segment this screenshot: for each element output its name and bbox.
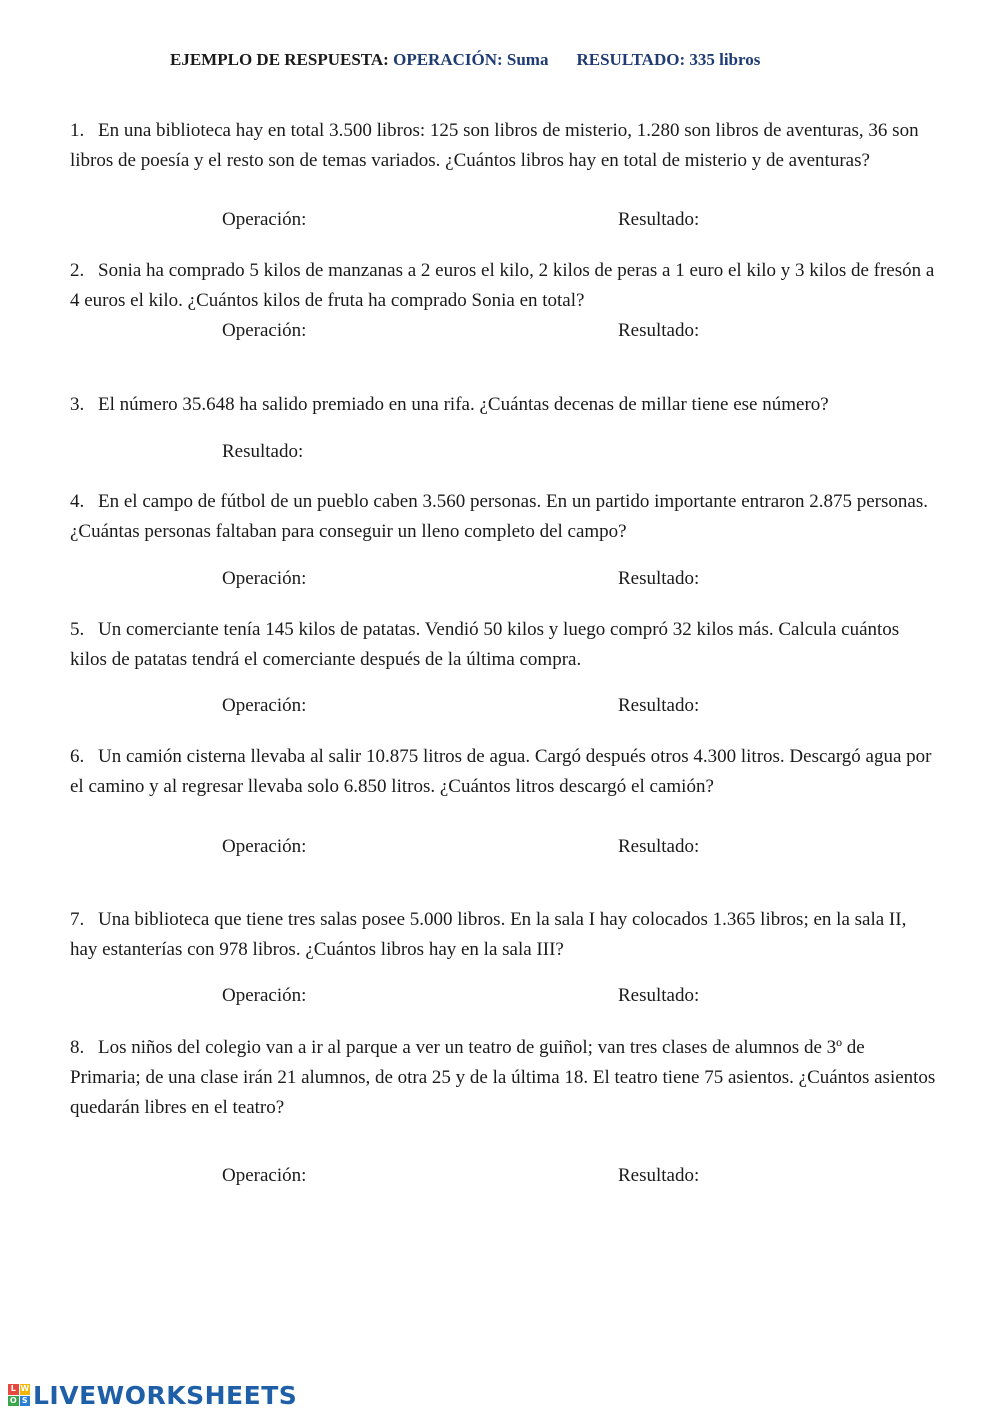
problem-text: Una biblioteca que tiene tres salas posee 5.000 libros. En la sala I hay colocados 1.365 libros; en la sala II, hay estanterías con 978 libros. ¿Cuántos libros hay en la sala III?	[70, 909, 907, 960]
problem-8	[70, 1033, 938, 1123]
problem-number: 4.	[70, 491, 85, 512]
result-label-4: Resultado:	[618, 568, 700, 589]
logo-cell: L	[8, 1384, 19, 1395]
logo-cell: S	[20, 1396, 31, 1407]
operation-label-8: Operación:	[222, 1165, 307, 1186]
problem-number: 5.	[70, 619, 85, 640]
result-label-7: Resultado:	[618, 985, 700, 1006]
problem-number: 3.	[70, 394, 85, 415]
operation-label-2: Operación:	[222, 320, 307, 341]
result-label-5: Resultado:	[618, 695, 700, 716]
problem-number: 1.	[70, 120, 85, 141]
problem-1	[70, 116, 938, 176]
problem-text: En una biblioteca hay en total 3.500 libros: 125 son libros de misterio, 1.280 son libros de aventuras, 36 son libros de poesía y el resto son de temas variados. ¿Cuántos libros hay en total de misterio y de aventuras?	[70, 120, 919, 171]
result-label-3: Resultado:	[222, 441, 304, 462]
logo-cell: O	[9, 1395, 17, 1405]
header-prefix: EJEMPLO DE RESPUESTA	[170, 50, 384, 69]
result-label-1: Resultado:	[618, 209, 700, 230]
operation-label-5: Operación:	[222, 695, 307, 716]
example-answer-header	[170, 50, 760, 70]
problem-text: El número 35.648 ha salido premiado en una rifa. ¿Cuántas decenas de millar tiene ese número?	[98, 394, 829, 415]
header-result: RESULTADO: 335 libros	[576, 50, 761, 69]
problem-7	[70, 905, 938, 965]
operation-label-7: Operación:	[222, 985, 307, 1006]
problem-text: Sonia ha comprado 5 kilos de manzanas a 2 euros el kilo, 2 kilos de peras a 1 euro el kilo y 3 kilos de fresón a 4 euros el kilo. ¿Cuántos kilos de fruta ha comprado Sonia en total?	[70, 260, 935, 311]
problem-number: 7.	[70, 909, 85, 930]
problem-number: 2.	[70, 260, 85, 281]
problem-text: Un comerciante tenía 145 kilos de patatas. Vendió 50 kilos y luego compró 32 kilos más. Calcula cuántos kilos de patatas tendrá el comerciante después de la última compra.	[70, 619, 900, 670]
liveworksheets-logo	[8, 1381, 297, 1409]
problem-number: 6.	[70, 746, 85, 767]
problem-text: Un camión cisterna llevaba al salir 10.875 litros de agua. Cargó después otros 4.300 litros. Descargó agua por el camino y al regresar llevaba solo 6.850 litros. ¿Cuántos litros descargó el camión?	[70, 746, 932, 797]
problem-3	[70, 390, 938, 420]
logo-cell: W	[20, 1384, 30, 1393]
header-colon: :	[383, 50, 394, 69]
operation-label-4: Operación:	[222, 568, 307, 589]
result-label-6: Resultado:	[618, 836, 700, 857]
brand-name: LIVEWORKSHEETS	[33, 1380, 298, 1410]
problem-6	[70, 742, 938, 802]
problem-number: 8.	[70, 1037, 85, 1058]
problem-text: En el campo de fútbol de un pueblo caben 3.560 personas. En un partido importante entraron 2.875 personas. ¿Cuántas personas faltaban para conseguir un lleno completo del campo?	[70, 491, 928, 542]
problem-4	[70, 487, 938, 547]
result-label-2: Resultado:	[618, 320, 700, 341]
problem-2	[70, 256, 938, 316]
liveworksheets-mark-icon	[8, 1384, 30, 1406]
operation-label-6: Operación:	[222, 836, 307, 857]
operation-label-1: Operación:	[222, 209, 307, 230]
problem-5	[70, 615, 938, 675]
header-operation: OPERACIÓN: Suma	[393, 50, 549, 69]
problem-text: Los niños del colegio van a ir al parque a ver un teatro de guiñol; van tres clases de alumnos de 3º de Primaria; de una clase irán 21 alumnos, de otra 25 y de la última 18. El teatro tiene 75 asientos. ¿Cuántos asientos quedarán libres en el teatro?	[70, 1037, 936, 1118]
result-label-8: Resultado:	[618, 1165, 700, 1186]
